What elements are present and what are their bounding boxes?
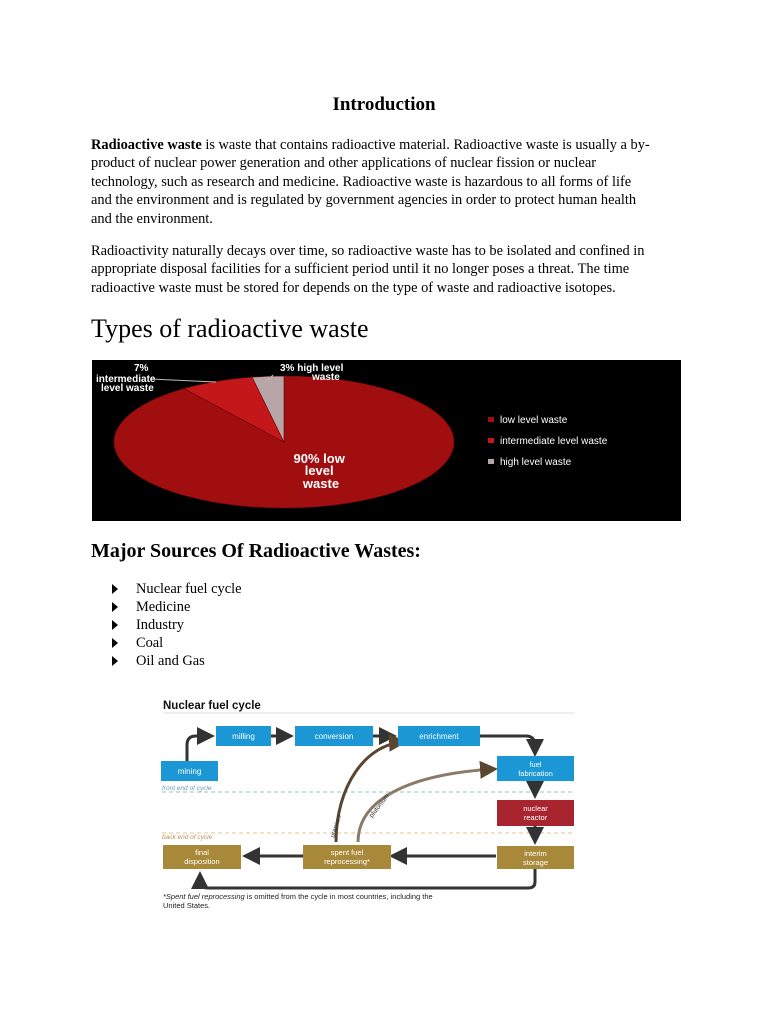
label-line: level waste [101,383,154,394]
cycle-title: Nuclear fuel cycle [163,700,261,712]
uranium-label: uranium [329,814,344,839]
mining-box [161,761,218,781]
plutonium-label: plutonium [368,792,391,820]
list-item-text: Coal [136,635,164,651]
legend-swatch-low [488,417,494,422]
footnote [163,892,433,901]
reactor-label: reactor [523,813,548,822]
p1-line: technology, such as research and medicine. Radioactive waste is hazardous to all forms of life [91,173,632,190]
footnote-rest: is omitted from the cycle in most countries, including the [244,892,433,901]
fabrication-label: fuel [529,760,542,769]
footnote-line-2: United States. [163,901,211,910]
arrow-enrichment-fabrication [480,736,535,754]
sources-heading: Major Sources Of Radioactive Wastes: [91,540,421,562]
list-item [112,598,241,616]
legend-swatch-intermediate [488,438,494,443]
label-line: waste [302,476,340,491]
types-heading: Types of radioactive waste [91,314,369,343]
arrow-interim-disposition [200,869,535,888]
waste-pie-chart [92,360,681,521]
introduction-title: Introduction [332,94,436,115]
interim-label: interim [524,849,547,858]
interim-storage-box [497,846,574,869]
label-line: waste [312,372,340,383]
list-item [112,652,241,670]
label-line: 3% high level [280,363,344,374]
intermediate-leader-line [150,379,216,382]
p2-line: radioactive waste must be stored for depends on the type of waste and radioactive isotopes. [91,279,616,296]
fuel-fabrication-box [497,756,574,781]
p2-line: Radioactivity naturally decays over time, so radioactive waste has to be isolated and confined in [91,243,645,259]
arrow-mining-milling [187,736,212,761]
final-disposition-box [163,845,241,869]
list-item-text: Nuclear fuel cycle [136,581,242,597]
chart-legend [488,415,608,468]
label-line: intermediate [96,374,156,385]
milling-label: milling [232,732,255,741]
p2-line: appropriate disposal facilities for a sufficient period until it no longer poses a threat. The time [91,261,630,278]
p1-line: is waste that contains radioactive material. Radioactive waste is usually a by- [201,137,650,153]
triangle-bullet-icon [112,584,118,594]
list-item [112,634,241,652]
legend-intermediate: intermediate level waste [500,436,608,447]
triangle-bullet-icon [112,656,118,666]
label-line: 90% low [293,451,345,466]
disposition-label: disposition [184,857,220,866]
radioactive-waste-term: Radioactive waste [91,137,202,153]
back-end-label: back end of cycle [162,834,213,841]
intro-paragraph-2 [91,242,691,297]
interim-label: storage [522,858,549,867]
legend-low: low level waste [500,415,568,426]
p1-line: and the environment. [91,210,213,227]
reprocessing-label: spent fuel [330,848,364,857]
reprocessing-label: reprocessing* [324,857,370,866]
fabrication-label: fabrication [518,769,553,778]
legend-swatch-high [488,459,494,464]
milling-box [216,726,271,746]
list-item-text: Oil and Gas [136,653,205,669]
label-line: 7% [134,363,149,374]
triangle-bullet-icon [112,620,118,630]
conversion-label: conversion [314,732,354,741]
enrichment-label: enrichment [419,732,459,741]
pie-slices [114,376,454,508]
nuclear-reactor-box [497,800,574,826]
reactor-label: nuclear [523,804,548,813]
enrichment-box [398,726,480,746]
footnote-italic: *Spent fuel reprocessing [163,892,245,901]
p1-line: and the environment and is regulated by government agencies in order to protect human health [91,192,637,209]
legend-high: high level waste [500,457,572,468]
disposition-label: final [195,848,209,857]
sources-list [112,580,241,670]
list-item [112,580,241,598]
p1-line: product of nuclear power generation and other applications of nuclear fission or nuclear [91,155,597,172]
spent-fuel-reprocessing-box [303,845,391,869]
mining-label: mining [177,767,202,776]
front-end-label: front end of cycle [162,785,212,792]
list-item-text: Industry [136,617,184,633]
triangle-bullet-icon [112,602,118,612]
nuclear-fuel-cycle-diagram [160,692,580,920]
list-item-text: Medicine [136,599,191,615]
triangle-bullet-icon [112,638,118,648]
list-item [112,616,241,634]
label-line: level [304,463,334,478]
conversion-box [295,726,373,746]
intro-paragraph-1 [91,136,691,228]
intermediate-slice-label [96,363,158,394]
